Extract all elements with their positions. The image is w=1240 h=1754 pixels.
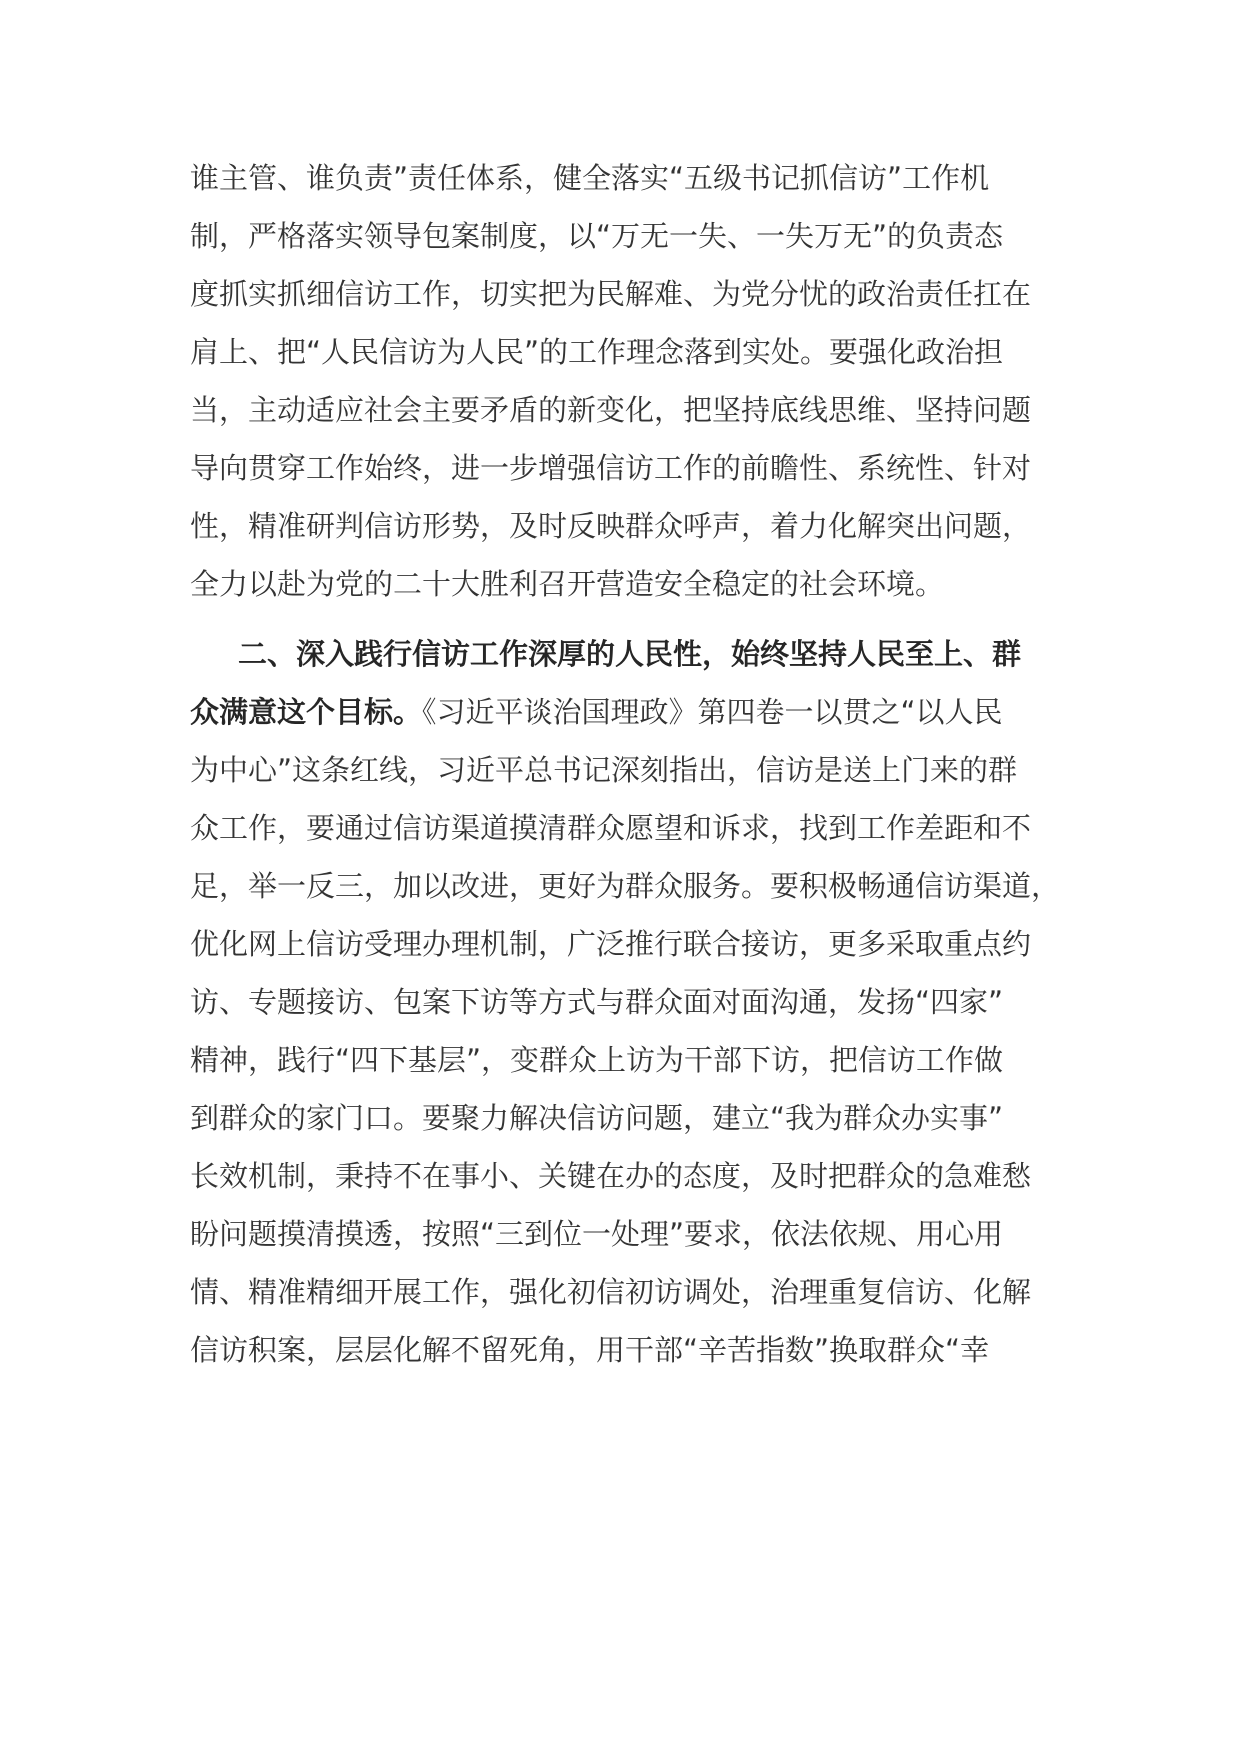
paragraph-line: 情、精准精细开展工作，强化初信初访调处，治理重复信访、化解 (190, 1275, 1032, 1309)
paragraph-line: 盼问题摸清摸透，按照“三到位一处理”要求，依法依规、用心用 (190, 1217, 1004, 1251)
paragraph-line: 度抓实抓细信访工作，切实把为民解难、为党分忧的政治责任扛在 (190, 277, 1032, 311)
paragraph-line: 众工作，要通过信访渠道摸清群众愿望和诉求，找到工作差距和不 (190, 811, 1032, 845)
section-heading-end: 众满意这个目标。 (190, 695, 423, 729)
paragraph-line (190, 694, 1003, 730)
paragraph-line: 信访积案，层层化解不留死角，用干部“辛苦指数”换取群众“幸 (190, 1333, 990, 1367)
paragraph-line: 优化网上信访受理办理机制，广泛推行联合接访，更多采取重点约 (190, 927, 1032, 961)
paragraph-line: 长效机制，秉持不在事小、关键在办的态度，及时把群众的急难愁 (190, 1159, 1032, 1193)
paragraph-line: 肩上、把“人民信访为人民”的工作理念落到实处。要强化政治担 (190, 335, 1004, 369)
paragraph-line: 全力以赴为党的二十大胜利召开营造安全稳定的社会环境。 (190, 567, 945, 601)
paragraph-line: 精神，践行“四下基层”，变群众上访为干部下访，把信访工作做 (190, 1043, 1004, 1077)
paragraph-line: 到群众的家门口。要聚力解决信访问题，建立“我为群众办实事” (190, 1101, 1004, 1135)
paragraph-line: 导向贯穿工作始终，进一步增强信访工作的前瞻性、系统性、针对 (190, 451, 1032, 485)
paragraph-text: 《习近平谈治国理政》第四卷一以贯之“以人民 (422, 695, 1003, 729)
paragraph-line: 足，举一反三，加以改进，更好为群众服务。要积极畅通信访渠道， (190, 869, 1061, 903)
section-heading: 二、深入践行信访工作深厚的人民性，始终坚持人民至上、群 (238, 637, 1022, 671)
paragraph-line: 谁主管、谁负责”责任体系，健全落实“五级书记抓信访”工作机 (190, 161, 990, 195)
paragraph-line: 访、专题接访、包案下访等方式与群众面对面沟通，发扬“四家” (190, 985, 1004, 1019)
paragraph-line: 制，严格落实领导包案制度，以“万无一失、一失万无”的负责态 (190, 219, 1004, 253)
paragraph-line: 性，精准研判信访形势，及时反映群众呼声，着力化解突出问题， (190, 509, 1032, 543)
paragraph-line: 为中心”这条红线，习近平总书记深刻指出，信访是送上门来的群 (190, 753, 1018, 787)
paragraph-line: 当，主动适应社会主要矛盾的新变化，把坚持底线思维、坚持问题 (190, 393, 1032, 427)
